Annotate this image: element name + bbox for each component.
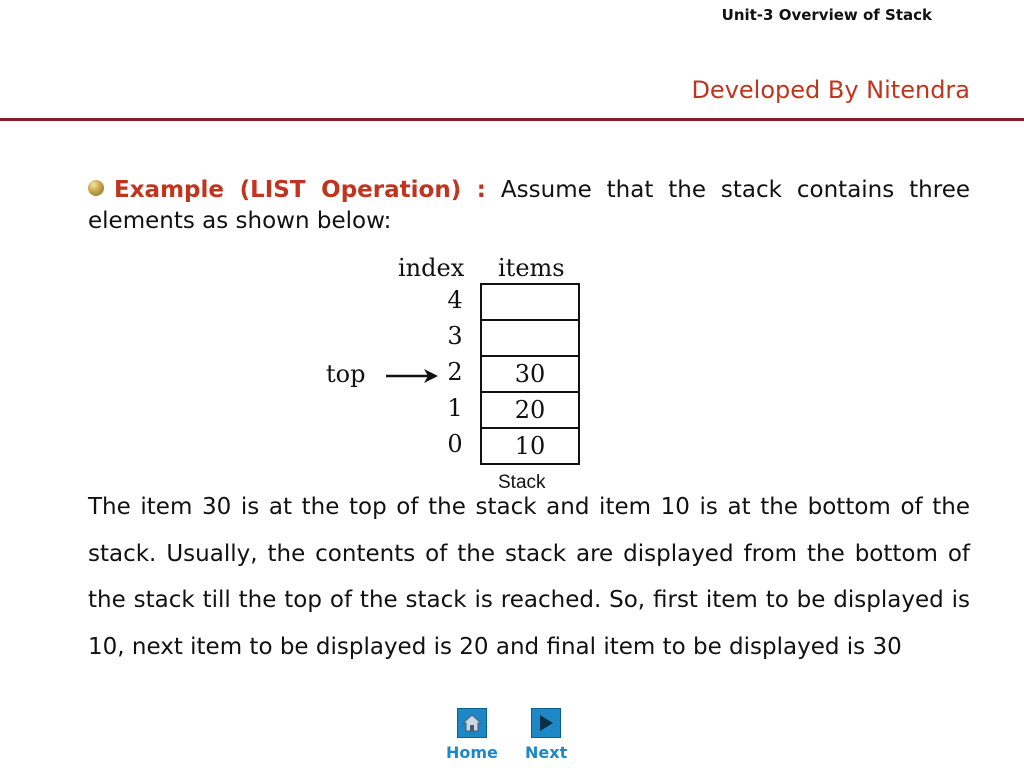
right-arrow-icon	[384, 368, 440, 384]
stack-cell	[480, 319, 580, 357]
index-label: 2	[447, 358, 463, 386]
header-divider	[0, 118, 1024, 121]
home-link[interactable]: Home	[446, 743, 498, 762]
explanation-paragraph: The item 30 is at the top of the stack and item 10 is at the bottom of the stack. Usually, the contents of the stack are displayed from the bottom of the stack till the top of the stack is reached. So, first item to be displayed is 10, next item to be displayed is 20 and final item to be displayed is 30	[88, 494, 970, 660]
stack-cell	[480, 283, 580, 321]
stack-figure	[300, 250, 600, 500]
unit-title: Unit-3 Overview of Stack	[721, 6, 932, 24]
index-label: 4	[447, 286, 463, 314]
index-label: 3	[447, 322, 463, 350]
play-arrow-icon[interactable]	[531, 708, 561, 738]
example-paragraph	[88, 175, 970, 237]
developer-credit: Developed By Nitendra	[691, 76, 970, 104]
next-nav[interactable]	[525, 708, 567, 762]
index-label: 0	[447, 430, 463, 458]
stack-cell: 10	[480, 427, 580, 465]
example-text: Assume that the stack contains three elements as shown below:	[88, 177, 970, 234]
home-nav[interactable]	[446, 708, 498, 762]
top-pointer-label: top	[326, 360, 366, 388]
stack-caption: Stack	[498, 472, 546, 493]
items-header: items	[498, 254, 565, 282]
stack-cell: 30	[480, 355, 580, 393]
index-header: index	[398, 254, 465, 282]
bullet-icon	[88, 180, 104, 196]
index-label: 1	[447, 394, 463, 422]
next-link[interactable]: Next	[525, 743, 568, 762]
example-label: Example (LIST Operation) :	[114, 177, 487, 203]
home-icon[interactable]	[457, 708, 487, 738]
stack-cell: 20	[480, 391, 580, 429]
